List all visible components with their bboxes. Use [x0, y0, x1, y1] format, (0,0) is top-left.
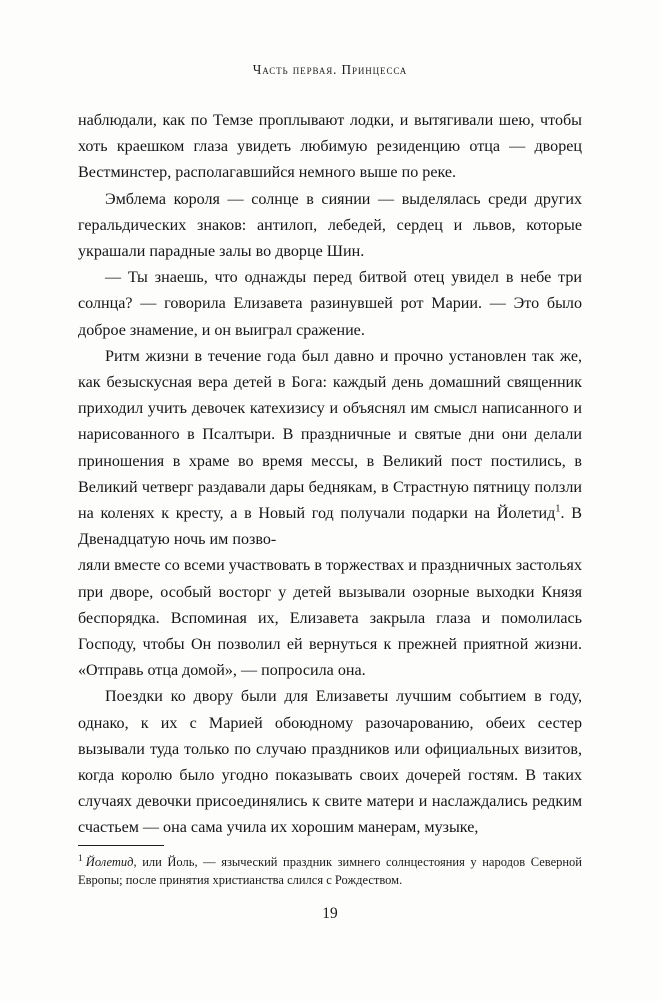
paragraph-with-footnote: [78, 344, 582, 554]
paragraph-text: Ритм жизни в течение года был давно и прочно установлен так же, как безыскусная вера детей в Бога: каждый день домашний священник приходил учить девочек катехизису и объяснял им смысл написанного и нарисованного в Псалтыри. В праздничные и святые дни они делали приношения в храме во время мессы, в Великий пост постились, в Великий четверг раздавали дары беднякам, в Страстную пятницу ползли на коленях к кресту, а в Новый год получали подарки на Йолетид: [78, 347, 582, 523]
page-number: 19: [322, 905, 338, 922]
paragraph: — Ты знаешь, что однажды перед битвой отец увидел в небе три солнца? — говорила Елизавета разинувшей рот Марии. — Это было доброе знамение, и он выиграл сражение.: [78, 269, 582, 339]
paragraph: Поездки ко двору были для Елизаветы лучшим событием в году, однако, к их с Марией обоюдному разочарованию, обеих сестер вызывали туда только по случаю праздников или официальных визитов, когда королю было угодно показывать своих дочерей гостям. В таких случаях девочки присоединялись к свите матери и наслаждались редким счастьем — она сама учила их хорошим манерам, музыке,: [78, 688, 582, 837]
paragraph: Эмблема короля — солнце в сиянии — выделялась среди других геральдических знаков: антилоп, лебедей, сердец и львов, которые украшали парадные залы во дворце Шин.: [78, 190, 582, 261]
paragraph-tail: . В Двенадцатую ночь им позво-: [78, 505, 582, 549]
footnote-reference[interactable]: 1: [555, 503, 561, 515]
footnote-rule: [78, 845, 164, 846]
footnote-zone: [78, 845, 582, 890]
footnote-term: Йолетид: [85, 855, 134, 869]
footnote: [78, 853, 582, 890]
footnote-number: 1: [78, 852, 83, 864]
running-head: Часть первая. Принцесса: [252, 62, 408, 77]
footnote-text: , или Йоль, — языческий праздник зимнего солнцестояния у народов Северной Европы; после принятия христианства слился с Рождеством.: [78, 855, 582, 888]
paragraph: наблюдали, как по Темзе проплывают лодки, и вытягивали шею, чтобы хоть краешком глаза увидеть любимую резиденцию отца — дворец Вестминстер, располагавшийся немного выше по реке.: [78, 112, 582, 182]
paragraph: ляли вместе со всеми участвовать в торжествах и праздничных застольях при дворе, особый восторг у детей вызывали озорные выходки Князя беспорядка. Вспоминая их, Елизавета закрыла глаза и помолилась Господу, чтобы Он позволил ей вернуться к прежней приятной жизни. «Отправь отца домой», — попросила она.: [78, 557, 582, 680]
page-body: [78, 108, 582, 842]
